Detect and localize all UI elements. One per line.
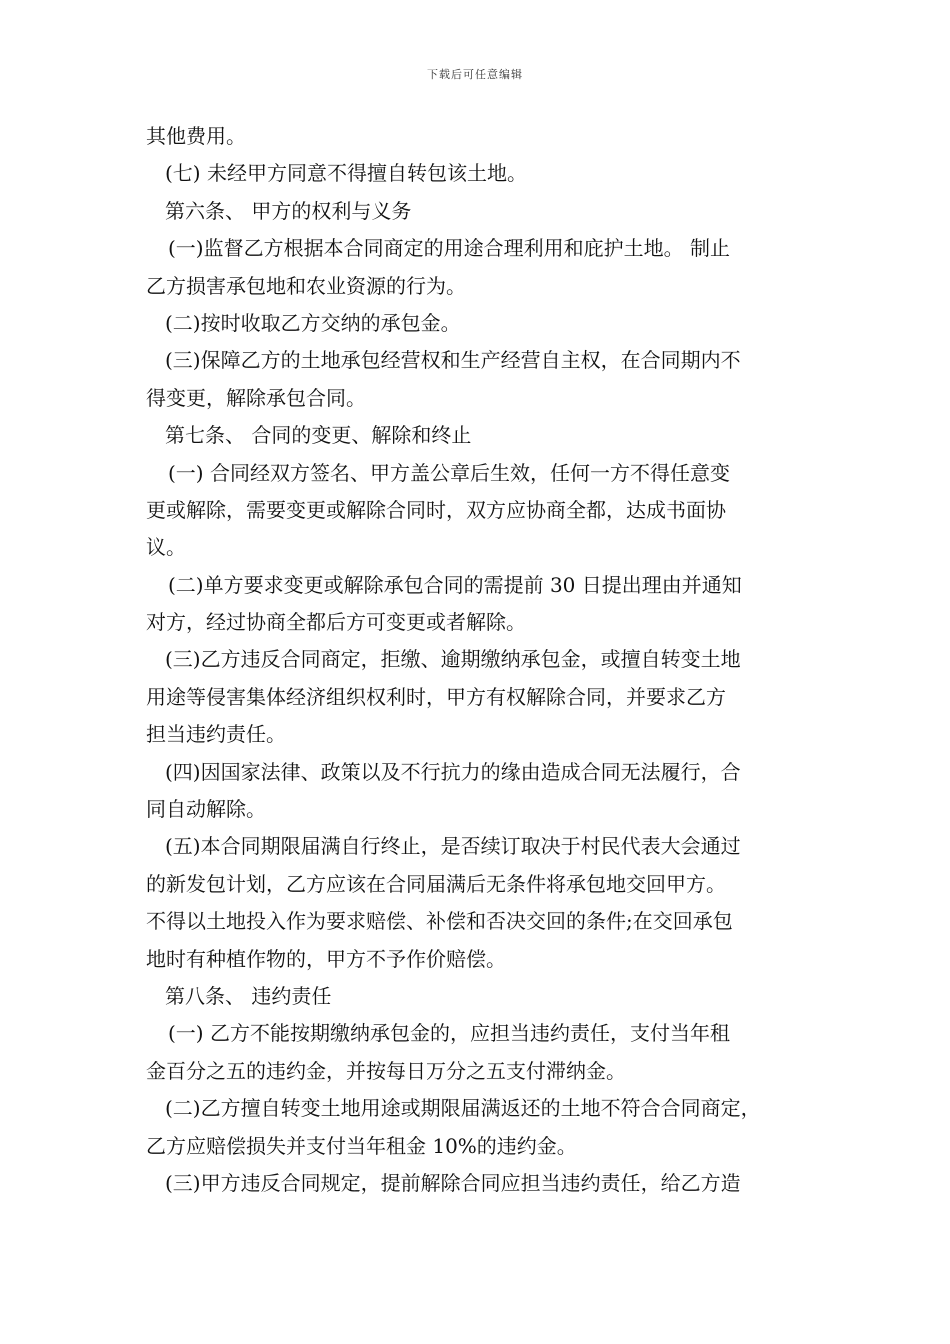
- text-line: 第六条、 甲方的权利与义务: [165, 198, 412, 223]
- text-line: (五)本合同期限届满自行终止，是否续订取决于村民代表大会通过: [165, 834, 741, 859]
- text-line: 用途等侵害集体经济组织权利时，甲方有权解除合同，并要求乙方: [146, 684, 726, 709]
- text-line: 第七条、 合同的变更、解除和终止: [165, 423, 472, 448]
- text-line: 金百分之五的违约金，并按每日万分之五支付滞纳金。: [146, 1058, 626, 1083]
- page-header: 下载后可任意编辑: [427, 68, 523, 81]
- text-line: (三)甲方违反合同规定，提前解除合同应担当违约责任，给乙方造: [165, 1170, 741, 1195]
- text-line: (二)乙方擅自转变土地用途或期限届满返还的土地不符合合同商定，: [165, 1096, 761, 1121]
- text-line: 的新发包计划，乙方应该在合同届满后无条件将承包地交回甲方。: [146, 871, 726, 896]
- text-line: 担当违约责任。: [146, 722, 286, 747]
- text-line: (一) 乙方不能按期缴纳承包金的，应担当违约责任，支付当年租: [168, 1021, 730, 1046]
- text-line: 其他费用。: [146, 124, 246, 148]
- text-line: 更或解除，需要变更或解除合同时，双方应协商全都，达成书面协: [146, 497, 726, 522]
- text-line: 乙方损害承包地和农业资源的行为。: [146, 273, 466, 298]
- text-line: (二)按时收取乙方交纳的承包金。: [165, 310, 461, 335]
- text-line: (一)监督乙方根据本合同商定的用途合理利用和庇护土地。 制止: [168, 236, 730, 261]
- document-body: [146, 118, 818, 1202]
- text-line: 议。: [146, 535, 186, 560]
- text-line: (一) 合同经双方签名、甲方盖公章后生效，任何一方不得任意变: [168, 460, 730, 485]
- text-line: 乙方应赔偿损失并支付当年租金 10%的违约金。: [146, 1133, 577, 1158]
- text-line: (七) 未经甲方同意不得擅自转包该土地。: [165, 161, 527, 186]
- text-line: (三)保障乙方的土地承包经营权和生产经营自主权，在合同期内不: [165, 348, 741, 373]
- text-line: 第八条、 违约责任: [165, 983, 332, 1008]
- text-line: 地时有种植作物的，甲方不予作价赔偿。: [146, 946, 506, 971]
- text-line: 同自动解除。: [146, 797, 266, 822]
- text-line: (二)单方要求变更或解除承包合同的需提前 30 日提出理由并通知: [168, 572, 742, 597]
- text-line: (三)乙方违反合同商定，拒缴、逾期缴纳承包金，或擅自转变土地: [165, 647, 741, 672]
- text-line: 得变更，解除承包合同。: [146, 385, 366, 410]
- text-line: (四)因国家法律、政策以及不行抗力的缘由造成合同无法履行，合: [165, 759, 741, 784]
- text-line: 对方，经过协商全都后方可变更或者解除。: [146, 610, 526, 635]
- text-line: 不得以土地投入作为要求赔偿、补偿和否决交回的条件;在交回承包: [146, 909, 733, 934]
